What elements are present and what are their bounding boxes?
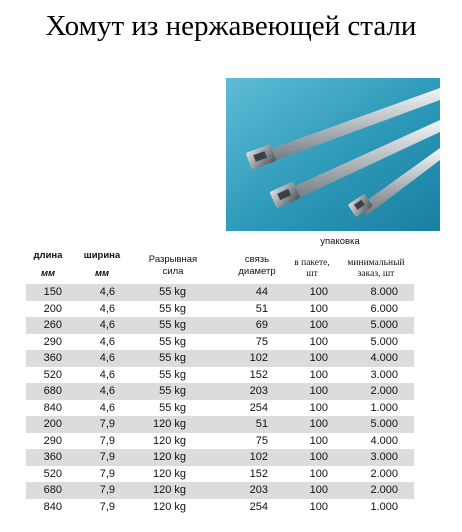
cell-width: 4,6	[99, 352, 115, 364]
cell-width: 4,6	[99, 385, 115, 397]
cell-per-pack: 100	[309, 302, 328, 315]
table-row	[26, 350, 414, 367]
header-strength-line1: Разрывная	[148, 254, 198, 265]
cell-diameter: 254	[249, 401, 268, 414]
header-packing: упаковка	[320, 236, 360, 247]
cell-min-order: 4.000	[370, 352, 398, 364]
cell-per-pack: 100	[309, 418, 328, 430]
header-per-pack-line2: шт	[306, 269, 318, 279]
header-diameter-line1: связь	[244, 254, 270, 265]
cell-diameter: 51	[255, 302, 268, 315]
cell-length: 150	[43, 286, 62, 298]
header-strength-line2: сила	[162, 266, 184, 277]
header-width-unit: мм	[94, 268, 110, 279]
cell-width: 7,9	[99, 467, 115, 480]
cell-min-order: 2.000	[370, 385, 398, 397]
specs-table-body	[26, 284, 414, 515]
stainless-steel-cable-ties-photo	[226, 78, 440, 231]
cell-strength: 55 kg	[159, 319, 186, 331]
cell-diameter: 102	[249, 352, 268, 364]
cell-min-order: 1.000	[370, 500, 398, 513]
cell-per-pack: 100	[309, 500, 328, 513]
cell-strength: 120 kg	[152, 500, 186, 513]
table-header	[0, 230, 462, 282]
cell-width: 7,9	[99, 434, 115, 447]
cell-length: 840	[43, 401, 62, 414]
cell-width: 4,6	[99, 368, 115, 381]
cell-width: 4,6	[99, 319, 115, 331]
cell-per-pack: 100	[309, 319, 328, 331]
cell-width: 4,6	[99, 401, 115, 414]
cell-length: 260	[43, 319, 62, 331]
cell-min-order: 3.000	[370, 368, 398, 381]
cell-length: 520	[43, 467, 62, 480]
cell-width: 7,9	[99, 451, 115, 463]
cell-min-order: 5.000	[370, 319, 398, 331]
table-row	[26, 482, 414, 499]
cell-min-order: 5.000	[370, 418, 398, 430]
cell-diameter: 152	[249, 368, 268, 381]
cell-length: 200	[43, 302, 62, 315]
table-row	[26, 284, 414, 301]
cell-min-order: 4.000	[370, 434, 398, 447]
cell-per-pack: 100	[309, 451, 328, 463]
table-row	[26, 466, 414, 483]
cell-per-pack: 100	[309, 335, 328, 348]
cell-length: 360	[43, 451, 62, 463]
header-per-pack-line1: в пакете,	[294, 258, 330, 268]
cell-min-order: 2.000	[370, 484, 398, 496]
cell-length: 290	[43, 434, 62, 447]
table-row	[26, 499, 414, 516]
cell-strength: 55 kg	[159, 286, 186, 298]
cell-length: 840	[43, 500, 62, 513]
cell-per-pack: 100	[309, 434, 328, 447]
cell-per-pack: 100	[309, 368, 328, 381]
cell-width: 7,9	[99, 418, 115, 430]
cell-per-pack: 100	[309, 484, 328, 496]
cell-diameter: 44	[255, 286, 268, 298]
cell-diameter: 203	[249, 484, 268, 496]
cell-length: 290	[43, 335, 62, 348]
cell-strength: 55 kg	[159, 401, 186, 414]
header-length: длина	[33, 250, 63, 261]
cell-strength: 55 kg	[159, 368, 186, 381]
table-row	[26, 433, 414, 450]
cell-width: 7,9	[99, 500, 115, 513]
cell-diameter: 69	[255, 319, 268, 331]
table-row	[26, 416, 414, 433]
table-row	[26, 334, 414, 351]
cell-min-order: 6.000	[370, 302, 398, 315]
cell-length: 680	[43, 385, 62, 397]
cell-diameter: 75	[255, 335, 268, 348]
cell-diameter: 51	[255, 418, 268, 430]
cell-diameter: 152	[249, 467, 268, 480]
cell-width: 4,6	[99, 302, 115, 315]
cable-ties-image	[226, 78, 440, 231]
table-row	[26, 317, 414, 334]
cell-min-order: 5.000	[370, 335, 398, 348]
cell-min-order: 3.000	[370, 451, 398, 463]
cell-per-pack: 100	[309, 352, 328, 364]
cell-per-pack: 100	[309, 467, 328, 480]
cell-strength: 55 kg	[159, 335, 186, 348]
cell-strength: 120 kg	[152, 418, 186, 430]
cell-diameter: 203	[249, 385, 268, 397]
cell-strength: 55 kg	[159, 385, 186, 397]
page-title: Хомут из нержавеющей стали	[45, 10, 417, 42]
cell-min-order: 1.000	[370, 401, 398, 414]
table-row	[26, 400, 414, 417]
header-min-order-line2: заказ, шт	[357, 269, 395, 279]
cell-length: 520	[43, 368, 62, 381]
cell-min-order: 2.000	[370, 467, 398, 480]
cell-strength: 120 kg	[152, 451, 186, 463]
cell-width: 7,9	[99, 484, 115, 496]
header-min-order-line1: минимальный	[347, 258, 405, 268]
cell-min-order: 8.000	[370, 286, 398, 298]
cell-length: 680	[43, 484, 62, 496]
cell-strength: 120 kg	[152, 467, 186, 480]
cell-width: 4,6	[99, 335, 115, 348]
cell-strength: 120 kg	[152, 484, 186, 496]
cell-length: 360	[43, 352, 62, 364]
header-diameter-line2: диаметр	[238, 266, 276, 277]
header-length-unit: мм	[40, 268, 56, 279]
cell-strength: 55 kg	[159, 302, 186, 315]
table-row	[26, 301, 414, 318]
cell-per-pack: 100	[309, 385, 328, 397]
cell-width: 4,6	[99, 286, 115, 298]
cell-diameter: 254	[249, 500, 268, 513]
cell-per-pack: 100	[309, 286, 328, 298]
cell-length: 200	[43, 418, 62, 430]
cell-diameter: 102	[249, 451, 268, 463]
header-width: ширина	[83, 250, 121, 261]
cell-strength: 120 kg	[152, 434, 186, 447]
table-row	[26, 449, 414, 466]
table-row	[26, 367, 414, 384]
cell-per-pack: 100	[309, 401, 328, 414]
cell-diameter: 75	[255, 434, 268, 447]
table-row	[26, 383, 414, 400]
cell-strength: 55 kg	[159, 352, 186, 364]
